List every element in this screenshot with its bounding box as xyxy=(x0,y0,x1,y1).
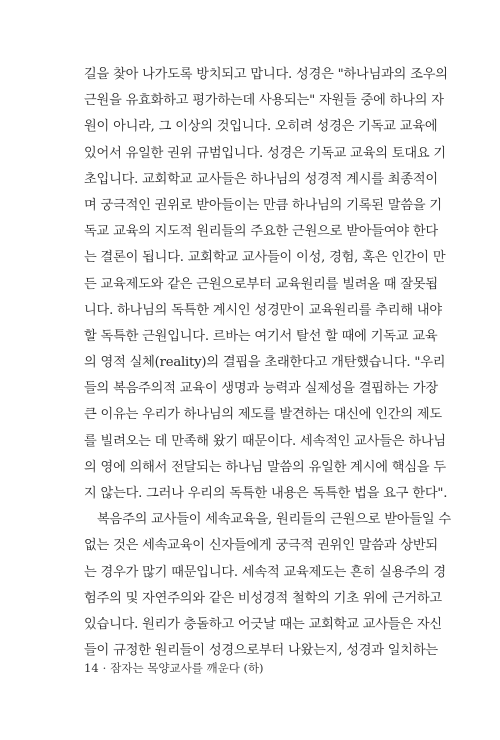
text-line: 니다. 하나님의 독특한 계시인 성경만이 교육원리를 추리해 내야 xyxy=(84,302,442,318)
body-text xyxy=(84,62,451,664)
text-line: 길을 찾아 나가도록 방치되고 맙니다. 성경은 "하나님과의 조우의 xyxy=(84,67,448,82)
text-line: 있어서 유일한 권위 규범입니다. 성경은 기독교 교육의 토대요 기 xyxy=(84,145,446,161)
text-line: 며 궁극적인 권위로 받아들이는 만큼 하나님의 기록된 말씀을 기 xyxy=(84,197,442,213)
text-line: 든 교육제도와 같은 근원으로부터 교육원리를 빌려올 때 잘못됩 xyxy=(84,276,438,292)
text-line: 의 영적 실체(reality)의 결핍을 초래한다고 개탄했습니다. "우리 xyxy=(84,355,446,371)
book-title: 잠자는 목양교사를 깨운다 (하) xyxy=(110,661,264,675)
text-line: 들의 복음주의적 교육이 생명과 능력과 실제성을 결핍하는 가장 xyxy=(84,381,438,397)
text-line: 들이 규정한 원리들이 성경으로부터 나왔는지, 성경과 일치하는 xyxy=(84,643,438,659)
text-line: 지 않는다. 그러나 우리의 독특한 내용은 독특한 법을 요구 한다". xyxy=(84,486,448,501)
page-footer xyxy=(84,660,264,676)
page-number: 14 xyxy=(84,661,99,675)
text-line: 없는 것은 세속교육이 신자들에게 궁극적 권위인 말씀과 상반되 xyxy=(84,538,438,554)
footer-separator: · xyxy=(102,661,107,675)
text-line: 큰 이유는 우리가 하나님의 제도를 발견하는 대신에 인간의 제도 xyxy=(84,407,442,423)
text-line: 는 경우가 많기 때문입니다. 세속적 교육제도는 흔히 실용주의 경 xyxy=(84,564,446,580)
text-line: 의 영에 의해서 전달되는 하나님 말씀의 유일한 계시에 핵심을 두 xyxy=(84,459,446,475)
text-line: 독교 교육의 지도적 원리들의 주요한 근원으로 받아들여야 한다 xyxy=(84,224,438,240)
text-line: 있습니다. 원리가 충돌하고 어긋날 때는 교회학교 교사들은 자신 xyxy=(84,616,442,632)
text-line: 험주의 및 자연주의와 같은 비성경적 철학의 기초 위에 근거하고 xyxy=(84,590,442,606)
text-line: 원이 아니라, 그 이상의 것입니다. 오히려 성경은 기독교 교육에 xyxy=(84,119,438,135)
text-line: 근원을 유효화하고 평가하는데 사용되는" 자원들 중에 하나의 자 xyxy=(84,93,444,109)
text-line: 초입니다. 교회학교 교사들은 하나님의 성경적 계시를 최종적이 xyxy=(84,171,438,187)
text-line: 를 빌려오는 데 만족해 왔기 때문이다. 세속적인 교사들은 하나님 xyxy=(84,433,446,449)
text-line: 복음주의 교사들이 세속교육을, 원리들의 근원으로 받아들일 수 xyxy=(97,512,451,528)
text-line: 는 결론이 됩니다. 교회학교 교사들이 이성, 경험, 혹은 인간이 만 xyxy=(84,250,446,266)
text-line: 할 독특한 근원입니다. 르바는 여기서 탈선 할 때에 기독교 교육 xyxy=(84,328,438,344)
